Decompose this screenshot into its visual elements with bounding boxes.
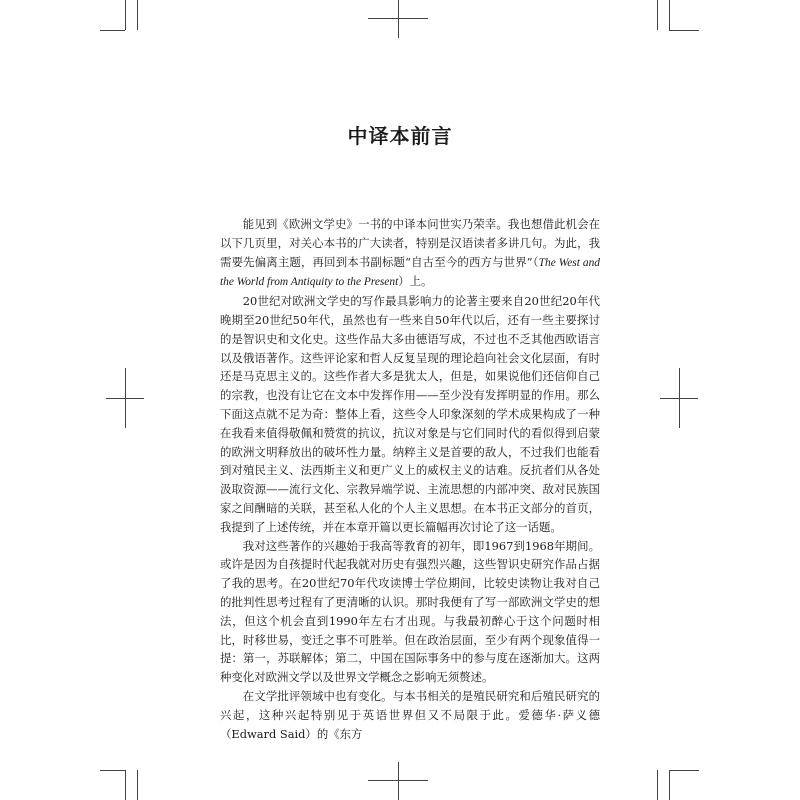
subtitle-english: The West and the World from Antiquity to the Present [220,256,600,289]
crop-mark [669,770,699,771]
crop-mark [125,770,126,800]
paragraph-text: 能见到《欧洲文学史》一书的中译本问世实乃荣幸。我也想借此机会在以下几页里，对关心本书的广大读者，特别是汉语读者多讲几句。为此，我需要先偏离主题，再回到本书副标题“自古至今的西方与世界”（ [220,217,600,269]
crop-mark [398,0,399,38]
body-text [220,215,600,743]
crop-mark [657,0,658,30]
paragraph [220,215,600,292]
crop-mark [125,0,126,30]
paragraph: 我对这些著作的兴趣始于我高等教育的初年，即1967到1968年期间。或许是因为自孩提时代起我就对历史有强烈兴趣，这些智识史研究作品占据了我的思考。在20世纪70年代攻读博士学位期间，比较史读物让我对自己的批判性思考过程有了更清晰的认识。那时我便有了写一部欧洲文学史的想法，但这个机会直到1990年左右才出现。与我最初醉心于这个问题时相比，时移世易，变迁之事不可胜举。但在政治层面，至少有两个现象值得一提：第一，苏联解体；第二，中国在国际事务中的参与度在逐渐加大。这两种变化对欧洲文学以及世界文学概念之影响无须赘述。 [220,538,600,685]
crop-mark [137,0,138,30]
crop-mark [669,0,670,30]
crop-mark [398,762,399,800]
crop-mark [100,30,125,31]
crop-mark [669,770,670,800]
crop-mark [100,770,125,771]
crop-mark [679,368,680,428]
crop-mark [137,770,138,800]
crop-mark [669,30,699,31]
crop-mark [657,770,658,800]
paragraph-text: ）上。 [398,274,433,289]
paragraph: 20世纪对欧洲文学史的写作最具影响力的论著主要来自20世纪20年代晚期至20世纪50年代，虽然也有一些来自50年代以后，还有一些主要探讨的是智识史和文化史。这些作品大多由德语写成，不过也不乏其他西欧语言以及俄语著作。这些评论家和哲人反复呈现的理论趋向社会文化层面，有时还是马克思主义的。这些作者大多是犹太人，但是，如果说他们还信仰自己的宗教，也没有让它在文本中发挥作用——至少没有发挥明显的作用。那么下面这点就不足为奇：整体上看，这些令人印象深刻的学术成果构成了一种在我看来值得敬佩和赞赏的抗议，抗议对象是与它们同时代的看似得到启蒙的欧洲文明释放出的破坏性力量。纳粹主义是首要的敌人，不过我们也能看到对殖民主义、法西斯主义和更广义上的威权主义的诘难。反抗者们从各处汲取资源——流行文化、宗教异端学说、主流思想的内部冲突、敌对民族国家之间酬暗的关联，甚至私人化的个人主义思想。在本书正文部分的首页，我提到了上述传统，并在本章开篇以更长篇幅再次讨论了这一话题。 [220,294,600,534]
crop-mark [368,18,428,19]
paragraph: 在文学批评领域中也有变化。与本书相关的是殖民研究和后殖民研究的兴起，这种兴起特别见于英语世界但又不局限于此。爱德华·萨义德（Edward Said）的《东方 [220,688,600,741]
crop-mark [125,368,126,428]
page-title: 中译本前言 [347,124,453,148]
